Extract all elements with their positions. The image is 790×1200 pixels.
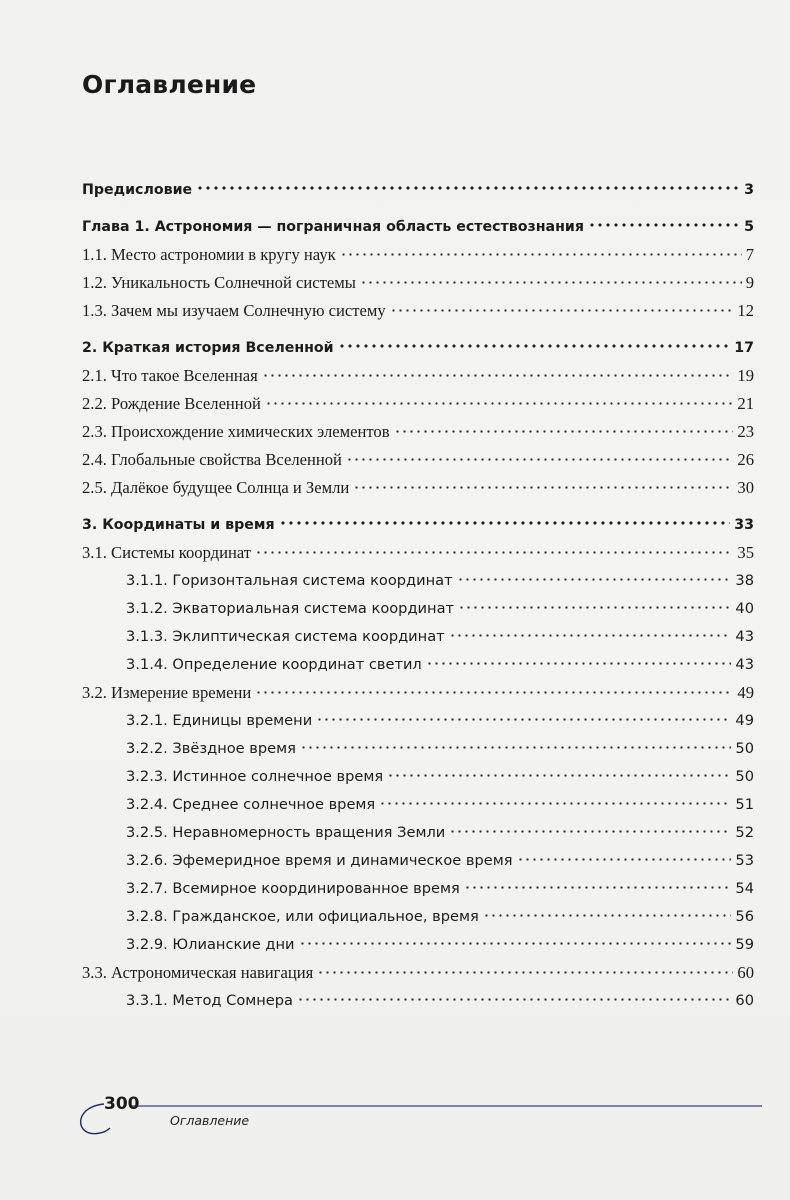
toc-subsection-entry xyxy=(82,903,754,931)
toc-chapter-entry xyxy=(82,511,754,539)
toc-entry-page-number: 40 xyxy=(735,600,754,617)
toc-entry-page-number: 12 xyxy=(737,301,754,320)
dot-leader xyxy=(340,253,742,256)
toc-subsection-entry xyxy=(82,567,754,595)
dot-leader xyxy=(360,281,742,284)
toc-section-entry xyxy=(82,297,754,325)
toc-entry-label: 3.1.3. Эклиптическая система координат xyxy=(126,628,445,645)
toc-entry-page-number: 21 xyxy=(737,394,754,413)
toc-entry-page-number: 49 xyxy=(735,712,754,729)
dot-leader xyxy=(265,402,734,405)
toc-subsection-entry xyxy=(82,763,754,791)
toc-chapter-entry xyxy=(82,213,754,241)
toc-entry-label: 3.2.6. Эфемеридное время и динамическое время xyxy=(126,852,513,869)
dot-leader xyxy=(262,374,734,377)
dot-leader xyxy=(297,998,731,1001)
toc-entry-label: 3.1. Системы координат xyxy=(82,543,252,562)
dot-leader xyxy=(379,802,731,805)
table-of-contents xyxy=(82,176,754,1015)
toc-entry-page-number: 43 xyxy=(735,656,754,673)
toc-subsection-entry xyxy=(82,595,754,623)
dot-leader xyxy=(338,344,731,348)
toc-entry-label: 1.1. Место астрономии в кругу наук xyxy=(82,245,336,264)
toc-subsection-entry xyxy=(82,931,754,959)
toc-subsection-entry xyxy=(82,847,754,875)
toc-entry-page-number: 26 xyxy=(737,450,754,469)
dot-leader xyxy=(279,521,731,525)
dot-leader xyxy=(464,886,732,889)
toc-entry-page-number: 51 xyxy=(735,796,754,813)
dot-leader xyxy=(299,942,732,945)
toc-entry-page-number: 33 xyxy=(734,517,754,533)
toc-entry-label: 3.1.4. Определение координат светил xyxy=(126,656,422,673)
toc-subsection-entry xyxy=(82,735,754,763)
dot-leader xyxy=(255,691,733,694)
dot-leader xyxy=(316,718,731,721)
toc-section-entry xyxy=(82,269,754,297)
toc-entry-page-number: 52 xyxy=(735,824,754,841)
toc-entry-page-number: 43 xyxy=(735,628,754,645)
toc-entry-page-number: 56 xyxy=(735,908,754,925)
toc-entry-page-number: 23 xyxy=(737,422,754,441)
page-title: Оглавление xyxy=(82,70,257,99)
dot-leader xyxy=(483,914,732,917)
toc-entry-label: Предисловие xyxy=(82,182,193,198)
toc-entry-label: 1.3. Зачем мы изучаем Солнечную систему xyxy=(82,301,386,320)
toc-entry-label: 3.1.1. Горизонтальная система координат xyxy=(126,572,453,589)
toc-section-entry xyxy=(82,539,754,567)
toc-entry-label: 3.2. Измерение времени xyxy=(82,683,252,702)
toc-entry-label: 3.2.9. Юлианские дни xyxy=(126,936,295,953)
dot-leader xyxy=(346,458,734,461)
toc-entry-page-number: 49 xyxy=(737,683,754,702)
toc-section-entry xyxy=(82,362,754,390)
toc-subsection-entry xyxy=(82,791,754,819)
dot-leader xyxy=(394,430,734,433)
toc-entry-label: 3.1.2. Экваториальная система координат xyxy=(126,600,455,617)
toc-subsection-entry xyxy=(82,651,754,679)
toc-entry-label: 2.4. Глобальные свойства Вселенной xyxy=(82,450,342,469)
toc-entry-label: 3.2.8. Гражданское, или официальное, время xyxy=(126,908,479,925)
toc-entry-label: 3.2.5. Неравномерность вращения Земли xyxy=(126,824,446,841)
toc-entry-label: 2.3. Происхождение химических элементов xyxy=(82,422,390,441)
toc-entry-page-number: 50 xyxy=(735,740,754,757)
toc-entry-label: 3.2.1. Единицы времени xyxy=(126,712,313,729)
toc-entry-label: 3.2.7. Всемирное координированное время xyxy=(126,880,460,897)
toc-entry-page-number: 7 xyxy=(745,245,754,264)
toc-subsection-entry xyxy=(82,707,754,735)
toc-entry-page-number: 60 xyxy=(735,992,754,1009)
dot-leader xyxy=(517,858,732,861)
toc-entry-page-number: 53 xyxy=(735,852,754,869)
dot-leader xyxy=(449,634,732,637)
toc-subsection-entry xyxy=(82,875,754,903)
toc-entry-label: Глава 1. Астрономия — пограничная область естествознания xyxy=(82,219,584,235)
dot-leader xyxy=(449,830,731,833)
dot-leader xyxy=(196,186,740,190)
dot-leader xyxy=(458,606,731,609)
toc-chapter-entry xyxy=(82,334,754,362)
dot-leader xyxy=(457,578,732,581)
toc-entry-page-number: 17 xyxy=(734,340,754,356)
toc-subsection-entry xyxy=(82,623,754,651)
toc-entry-label: 3. Координаты и время xyxy=(82,517,275,533)
dot-leader xyxy=(353,486,733,489)
toc-entry-page-number: 9 xyxy=(745,273,754,292)
dot-leader xyxy=(317,971,733,974)
toc-section-entry xyxy=(82,418,754,446)
toc-section-entry xyxy=(82,959,754,987)
toc-section-entry xyxy=(82,390,754,418)
toc-entry-page-number: 38 xyxy=(735,572,754,589)
toc-entry-label: 3.3.1. Метод Сомнера xyxy=(126,992,293,1009)
toc-chapter-entry xyxy=(82,176,754,204)
toc-entry-page-number: 35 xyxy=(737,543,754,562)
toc-entry-page-number: 30 xyxy=(737,478,754,497)
toc-entry-label: 3.2.3. Истинное солнечное время xyxy=(126,768,384,785)
toc-entry-label: 1.2. Уникальность Солнечной системы xyxy=(82,273,356,292)
toc-entry-label: 2.5. Далёкое будущее Солнца и Земли xyxy=(82,478,350,497)
toc-entry-page-number: 19 xyxy=(737,366,754,385)
dot-leader xyxy=(390,309,734,312)
toc-entry-label: 2. Краткая история Вселенной xyxy=(82,340,334,356)
toc-entry-label: 3.2.2. Звёздное время xyxy=(126,740,296,757)
footer-rule xyxy=(130,1105,762,1107)
dot-leader xyxy=(255,551,733,554)
toc-entry-label: 2.2. Рождение Вселенной xyxy=(82,394,261,413)
toc-entry-page-number: 54 xyxy=(735,880,754,897)
toc-entry-page-number: 60 xyxy=(737,963,754,982)
toc-entry-page-number: 5 xyxy=(744,219,754,235)
toc-entry-label: 3.2.4. Среднее солнечное время xyxy=(126,796,376,813)
dot-leader xyxy=(426,662,732,665)
toc-subsection-entry xyxy=(82,819,754,847)
toc-section-entry xyxy=(82,241,754,269)
toc-entry-label: 2.1. Что такое Вселенная xyxy=(82,366,258,385)
page-number: 300 xyxy=(104,1094,140,1114)
toc-section-entry xyxy=(82,679,754,707)
toc-section-entry xyxy=(82,474,754,502)
dot-leader xyxy=(387,774,731,777)
toc-subsection-entry xyxy=(82,987,754,1015)
toc-entry-label: 3.3. Астрономическая навигация xyxy=(82,963,314,982)
toc-entry-page-number: 59 xyxy=(735,936,754,953)
toc-section-entry xyxy=(82,446,754,474)
running-footer: Оглавление xyxy=(170,1113,250,1128)
toc-entry-page-number: 3 xyxy=(744,182,754,198)
dot-leader xyxy=(300,746,732,749)
dot-leader xyxy=(588,223,740,227)
toc-entry-page-number: 50 xyxy=(735,768,754,785)
